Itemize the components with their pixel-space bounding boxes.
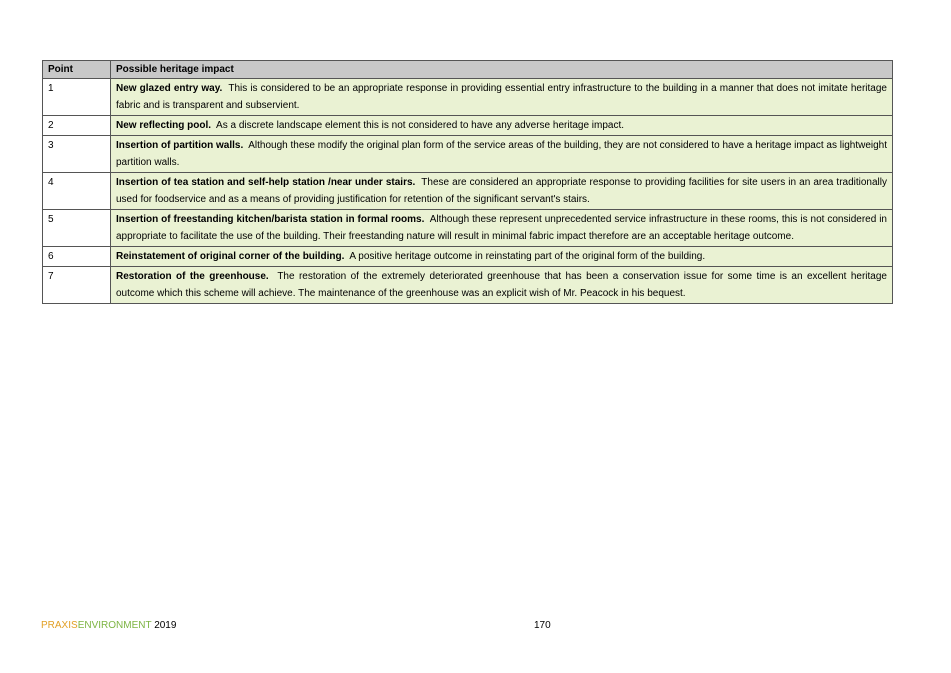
impact-title: New glazed entry way.: [116, 83, 223, 94]
brand-environment: ENVIRONMENT: [77, 620, 152, 631]
impact-title: New reflecting pool.: [116, 120, 212, 131]
footer-year: 2019: [154, 620, 177, 631]
table-row: [43, 210, 893, 247]
point-number: 1: [43, 79, 111, 116]
brand-praxis: PRAXIS: [41, 620, 78, 631]
impact-text: These are considered an appropriate response to providing facilities for site users in an area traditionally used for foodservice and as a means of providing justification for retention of the significant servant's stairs.: [116, 177, 887, 205]
table-row: [43, 116, 893, 136]
table-row: [43, 79, 893, 116]
impact-description: [111, 173, 893, 210]
header-possible-heritage-impact: Possible heritage impact: [111, 61, 893, 79]
impact-title: Reinstatement of original corner of the building.: [116, 251, 345, 262]
impact-text: Although these represent unprecedented service infrastructure in these rooms, this is not considered in appropriate to facilitate the use of the building. Their freestanding nature will result in minimal fabric impact therefore are an acceptable heritage outcome.: [116, 214, 887, 242]
impact-description: [111, 267, 893, 304]
impact-description: [111, 116, 893, 136]
heritage-impact-table: [42, 60, 893, 304]
impact-title: Insertion of tea station and self-help station /near under stairs.: [116, 177, 416, 188]
point-number: 6: [43, 247, 111, 267]
point-number: 5: [43, 210, 111, 247]
page-number: 170: [534, 620, 551, 631]
impact-title: Restoration of the greenhouse.: [116, 271, 269, 282]
impact-description: [111, 136, 893, 173]
table-header-row: [43, 61, 893, 79]
header-point: Point: [43, 61, 111, 79]
point-number: 7: [43, 267, 111, 304]
point-number: 3: [43, 136, 111, 173]
table-row: [43, 173, 893, 210]
impact-description: [111, 210, 893, 247]
table-row: [43, 136, 893, 173]
impact-text: Although these modify the original plan form of the service areas of the building, they are not considered to have a heritage impact as lightweight partition walls.: [116, 140, 888, 168]
point-number: 2: [43, 116, 111, 136]
impact-title: Insertion of partition walls.: [116, 140, 244, 151]
impact-text: A positive heritage outcome in reinstating part of the original form of the building.: [349, 251, 706, 262]
impact-title: Insertion of freestanding kitchen/barista station in formal rooms.: [116, 214, 425, 225]
impact-text: The restoration of the extremely deteriorated greenhouse that has been a conservation issue for some time is an excellent heritage outcome which this scheme will achieve. The maintenance of the greenhouse was an explicit wish of Mr. Peacock in his bequest.: [116, 271, 887, 299]
table-row: [43, 247, 893, 267]
point-number: 4: [43, 173, 111, 210]
impact-text: As a discrete landscape element this is not considered to have any adverse heritage impact.: [216, 120, 625, 131]
footer-brand: [41, 620, 176, 631]
impact-text: This is considered to be an appropriate response in providing essential entry infrastructure to the building in a manner that does not imitate heritage fabric and is transparent and subservient.: [116, 83, 887, 111]
impact-description: [111, 79, 893, 116]
impact-description: [111, 247, 893, 267]
table-row: [43, 267, 893, 304]
